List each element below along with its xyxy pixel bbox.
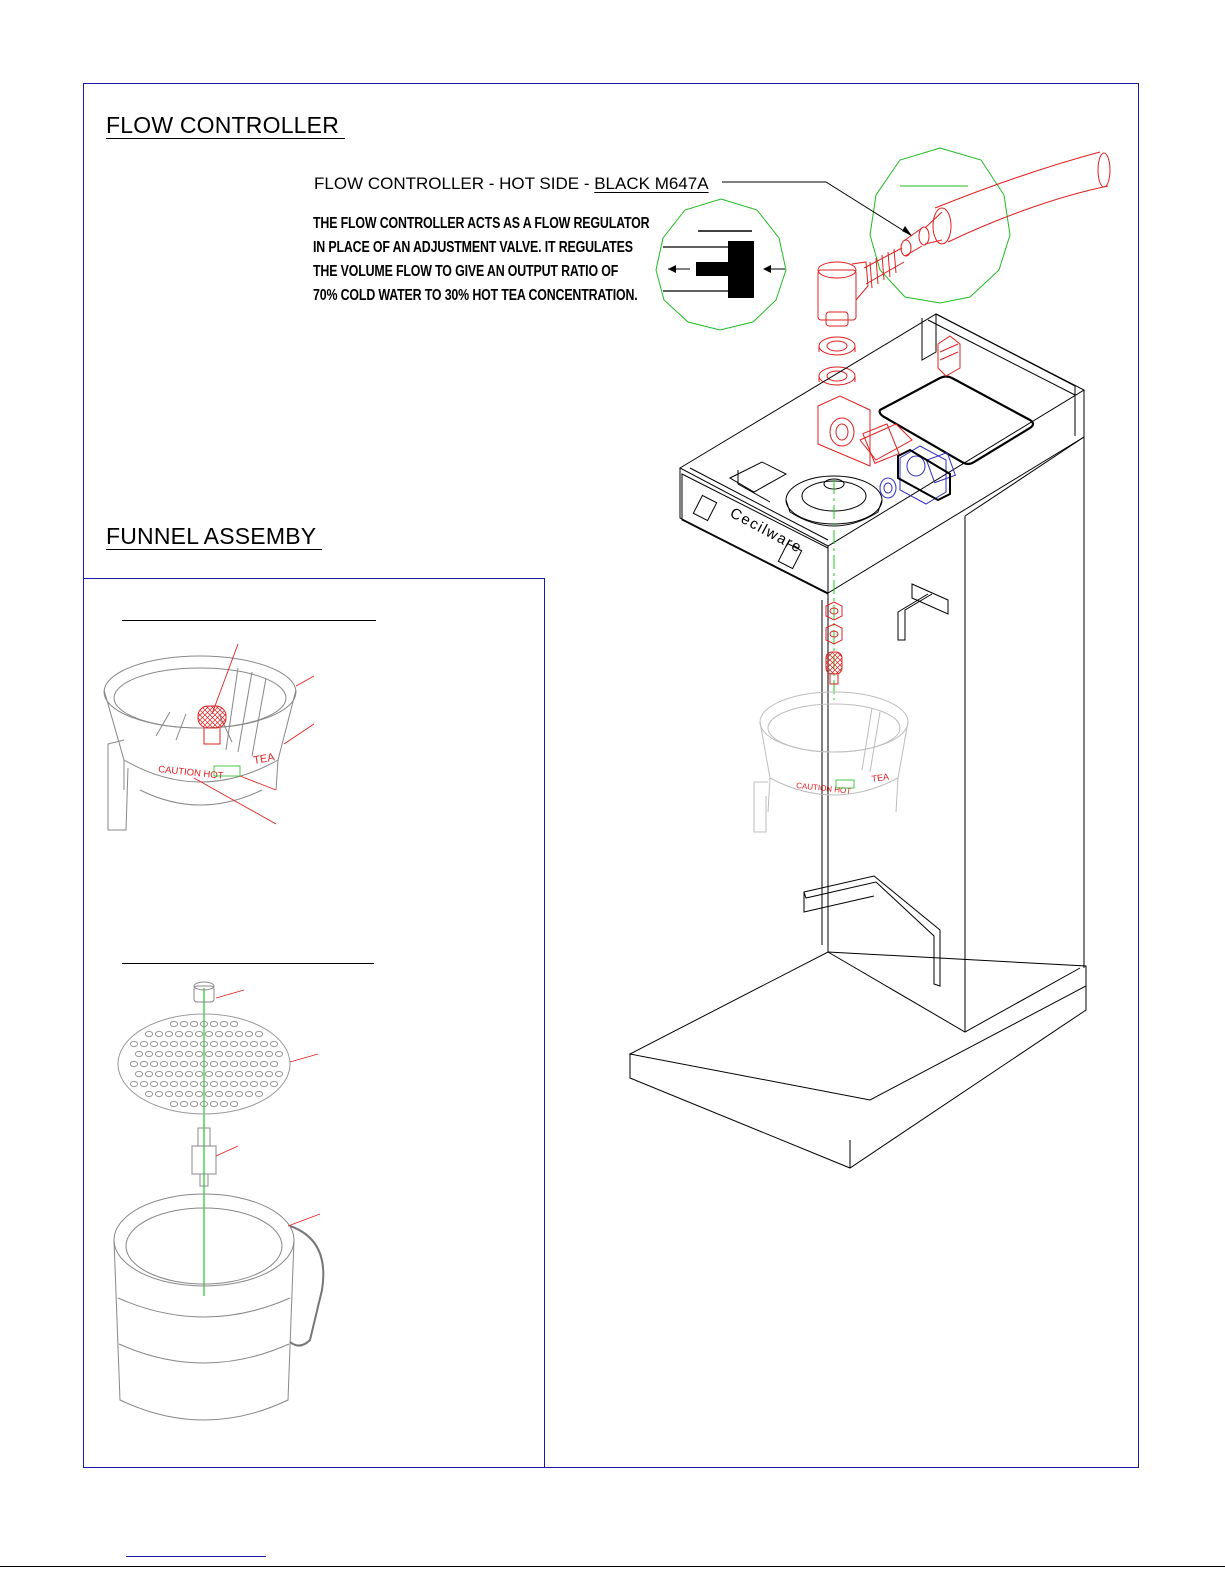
disc-hole bbox=[205, 1091, 212, 1096]
disc-hole bbox=[175, 1091, 182, 1096]
disc-hole bbox=[220, 1081, 227, 1086]
disc-hole bbox=[180, 1061, 187, 1066]
disc-hole bbox=[160, 1081, 167, 1086]
description-line: IN PLACE OF AN ADJUSTMENT VALVE. IT REGULATES bbox=[313, 239, 633, 256]
disc-hole bbox=[245, 1031, 252, 1036]
disc-hole bbox=[195, 1071, 202, 1076]
footer-link-rule bbox=[126, 1556, 266, 1557]
disc-hole bbox=[225, 1091, 232, 1096]
disc-hole bbox=[270, 1061, 277, 1066]
disc-hole bbox=[225, 1051, 232, 1056]
disc-hole bbox=[175, 1051, 182, 1056]
ghost-caution-label: CAUTION HOT bbox=[795, 781, 852, 796]
disc-hole bbox=[230, 1061, 237, 1066]
disc-hole bbox=[145, 1051, 152, 1056]
disc-hole bbox=[130, 1081, 137, 1086]
disc-hole bbox=[190, 1081, 197, 1086]
disc-hole bbox=[170, 1061, 177, 1066]
disc-hole bbox=[215, 1071, 222, 1076]
disc-hole bbox=[185, 1031, 192, 1036]
disc-hole bbox=[170, 1101, 177, 1106]
disc-hole bbox=[240, 1081, 247, 1086]
funnel-ghost bbox=[754, 692, 908, 832]
disc-hole bbox=[160, 1061, 167, 1066]
disc-hole bbox=[245, 1051, 252, 1056]
disc-hole bbox=[150, 1061, 157, 1066]
disc-hole bbox=[240, 1041, 247, 1046]
disc-hole bbox=[155, 1031, 162, 1036]
disc-hole bbox=[130, 1041, 137, 1046]
callout-leader-line bbox=[722, 182, 912, 236]
disc-hole bbox=[140, 1081, 147, 1086]
disc-hole bbox=[220, 1021, 227, 1026]
disc-hole bbox=[235, 1091, 242, 1096]
disc-hole bbox=[230, 1081, 237, 1086]
hose-detail-circle bbox=[870, 148, 1010, 303]
disc-hole bbox=[140, 1041, 147, 1046]
disc-hole bbox=[160, 1041, 167, 1046]
decanter-pot bbox=[114, 1194, 323, 1420]
disc-hole bbox=[155, 1051, 162, 1056]
disc-hole bbox=[255, 1051, 262, 1056]
tray-valve-assembly bbox=[818, 336, 960, 466]
disc-hole bbox=[260, 1081, 267, 1086]
pot-leaders bbox=[216, 990, 320, 1226]
disc-hole bbox=[180, 1021, 187, 1026]
disc-hole bbox=[255, 1031, 262, 1036]
disc-hole bbox=[130, 1061, 137, 1066]
disc-hole bbox=[210, 1101, 217, 1106]
disc-hole bbox=[195, 1051, 202, 1056]
disc-hole bbox=[190, 1101, 197, 1106]
disc-hole bbox=[255, 1091, 262, 1096]
disc-hole bbox=[190, 1061, 197, 1066]
disc-hole bbox=[165, 1031, 172, 1036]
brand-label: Cecilware bbox=[727, 504, 806, 557]
disc-hole bbox=[170, 1081, 177, 1086]
description-line: THE FLOW CONTROLLER ACTS AS A FLOW REGULATOR bbox=[313, 215, 650, 232]
disc-hole bbox=[235, 1051, 242, 1056]
disc-hole bbox=[245, 1091, 252, 1096]
disc-hole bbox=[190, 1041, 197, 1046]
disc-hole bbox=[205, 1051, 212, 1056]
disc-hole bbox=[265, 1051, 272, 1056]
disc-hole bbox=[145, 1091, 152, 1096]
callout-part-number: BLACK M647A bbox=[594, 174, 709, 193]
disc-hole bbox=[135, 1071, 142, 1076]
description-line: THE VOLUME FLOW TO GIVE AN OUTPUT RATIO OF bbox=[313, 263, 619, 280]
disc-hole bbox=[230, 1021, 237, 1026]
disc-hole bbox=[210, 1061, 217, 1066]
disc-hole bbox=[205, 1071, 212, 1076]
disc-hole bbox=[185, 1071, 192, 1076]
description-line: 70% COLD WATER TO 30% HOT TEA CONCENTRATION. bbox=[313, 287, 638, 304]
disc-hole bbox=[250, 1061, 257, 1066]
flow-controller-section-detail bbox=[656, 199, 786, 330]
disc-hole bbox=[210, 1041, 217, 1046]
disc-hole bbox=[260, 1041, 267, 1046]
disc-hole bbox=[175, 1031, 182, 1036]
disc-hole bbox=[225, 1031, 232, 1036]
disc-hole bbox=[210, 1081, 217, 1086]
disc-hole bbox=[210, 1021, 217, 1026]
disc-hole bbox=[145, 1071, 152, 1076]
footer-rule bbox=[0, 1566, 1225, 1567]
disc-hole bbox=[175, 1071, 182, 1076]
disc-hole bbox=[250, 1081, 257, 1086]
disc-hole bbox=[150, 1081, 157, 1086]
disc-hole bbox=[265, 1071, 272, 1076]
disc-hole bbox=[185, 1091, 192, 1096]
disc-hole bbox=[245, 1071, 252, 1076]
disc-hole bbox=[225, 1071, 232, 1076]
spray-head-part bbox=[198, 706, 226, 728]
disc-hole bbox=[275, 1051, 282, 1056]
disc-hole bbox=[165, 1071, 172, 1076]
callout-prefix: FLOW CONTROLLER - HOT SIDE - bbox=[314, 174, 595, 193]
disc-hole bbox=[195, 1091, 202, 1096]
disc-hole bbox=[250, 1041, 257, 1046]
disc-hole bbox=[240, 1061, 247, 1066]
disc-hole bbox=[235, 1071, 242, 1076]
disc-hole bbox=[180, 1041, 187, 1046]
disc-hole bbox=[140, 1061, 147, 1066]
funnel-assembly-heading: FUNNEL ASSEMBY bbox=[106, 523, 322, 550]
disc-hole bbox=[270, 1041, 277, 1046]
disc-hole bbox=[275, 1071, 282, 1076]
disc-hole bbox=[165, 1051, 172, 1056]
disc-hole bbox=[220, 1101, 227, 1106]
disc-hole bbox=[135, 1051, 142, 1056]
funnel-basket bbox=[104, 656, 296, 830]
disc-hole bbox=[185, 1051, 192, 1056]
disc-hole bbox=[170, 1021, 177, 1026]
flow-controller-heading: FLOW CONTROLLER bbox=[106, 112, 345, 139]
disc-hole bbox=[170, 1041, 177, 1046]
disc-hole bbox=[195, 1031, 202, 1036]
disc-hole bbox=[215, 1031, 222, 1036]
disc-hole bbox=[180, 1081, 187, 1086]
disc-hole bbox=[155, 1071, 162, 1076]
disc-hole bbox=[165, 1091, 172, 1096]
disc-hole bbox=[180, 1101, 187, 1106]
tea-dispenser-body bbox=[630, 314, 1086, 1168]
disc-hole bbox=[220, 1061, 227, 1066]
disc-hole bbox=[190, 1021, 197, 1026]
ghost-tea-label: TEA bbox=[870, 771, 890, 784]
basket-leaders bbox=[194, 644, 314, 824]
flow-controller-elbow bbox=[818, 248, 904, 385]
basket-caution-label: CAUTION HOT bbox=[157, 764, 224, 782]
disc-hole bbox=[235, 1031, 242, 1036]
disc-hole bbox=[230, 1041, 237, 1046]
disc-hole bbox=[270, 1081, 277, 1086]
disc-hole bbox=[155, 1091, 162, 1096]
disc-hole bbox=[205, 1031, 212, 1036]
disc-hole bbox=[220, 1041, 227, 1046]
basket-tea-label: TEA bbox=[252, 751, 276, 767]
disc-hole bbox=[150, 1041, 157, 1046]
disc-hole bbox=[230, 1101, 237, 1106]
disc-hole bbox=[255, 1071, 262, 1076]
disc-hole bbox=[145, 1031, 152, 1036]
disc-hole bbox=[260, 1061, 267, 1066]
disc-hole bbox=[215, 1051, 222, 1056]
disc-hole bbox=[215, 1091, 222, 1096]
